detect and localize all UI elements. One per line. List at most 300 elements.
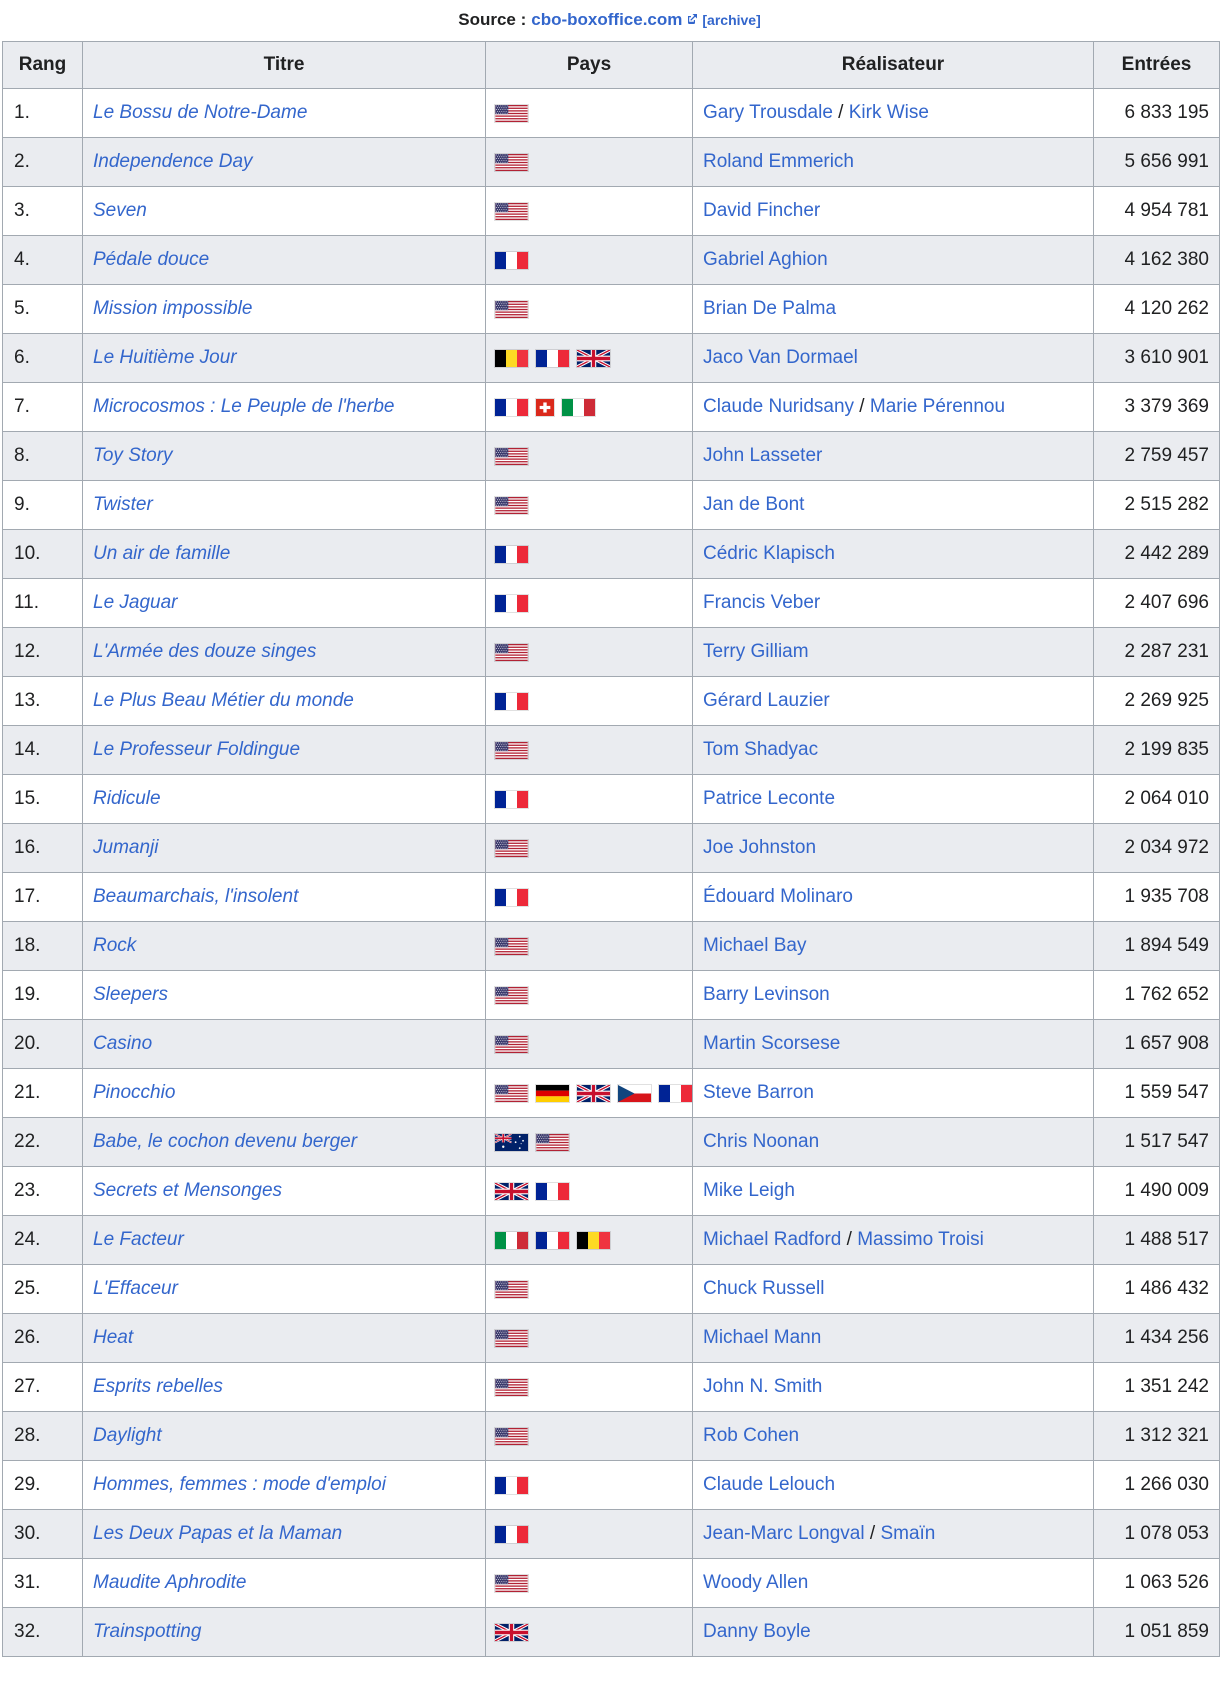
table-row <box>3 334 1220 383</box>
entries-cell: 1 490 009 <box>1094 1167 1220 1216</box>
director-link[interactable]: Terry Gilliam <box>703 641 809 662</box>
director-link[interactable]: Michael Mann <box>703 1327 822 1348</box>
table-row <box>3 383 1220 432</box>
header-pays: Pays <box>486 42 693 89</box>
title-link[interactable]: Maudite Aphrodite <box>93 1572 247 1593</box>
director-link[interactable]: Woody Allen <box>703 1572 809 1593</box>
title-cell <box>83 1118 486 1167</box>
title-link[interactable]: Heat <box>93 1327 134 1348</box>
director-cell <box>693 775 1094 824</box>
country-flags <box>495 791 692 808</box>
flag-gb-icon[interactable] <box>495 1624 528 1641</box>
title-cell <box>83 89 486 138</box>
title-cell <box>83 677 486 726</box>
title-link[interactable]: L'Armée des douze singes <box>93 641 317 662</box>
director-cell <box>693 432 1094 481</box>
country-cell <box>486 1167 693 1216</box>
table-row <box>3 1559 1220 1608</box>
entries-cell: 2 199 835 <box>1094 726 1220 775</box>
rank-cell: 16. <box>3 824 83 873</box>
director-link[interactable]: Joe Johnston <box>703 837 817 858</box>
country-cell <box>486 1118 693 1167</box>
flag-gb-icon[interactable] <box>577 350 610 367</box>
rank-cell: 1. <box>3 89 83 138</box>
flag-us-icon[interactable] <box>495 1036 528 1053</box>
director-link[interactable]: John N. Smith <box>703 1376 823 1397</box>
director-cell <box>693 579 1094 628</box>
country-flags <box>495 399 692 416</box>
director-link[interactable]: Michael Radford <box>703 1229 842 1250</box>
source-line <box>0 0 1219 41</box>
flag-us-icon[interactable] <box>495 105 528 122</box>
flag-gb-icon[interactable] <box>577 1085 610 1102</box>
flag-cz-icon[interactable] <box>618 1085 651 1102</box>
title-cell <box>83 1314 486 1363</box>
country-flags <box>495 1477 692 1494</box>
director-link[interactable]: Barry Levinson <box>703 984 830 1005</box>
flag-us-icon[interactable] <box>495 154 528 171</box>
director-cell <box>693 1118 1094 1167</box>
table-row <box>3 1069 1220 1118</box>
director-cell <box>693 138 1094 187</box>
country-flags <box>495 987 692 1004</box>
director-link[interactable]: Danny Boyle <box>703 1621 811 1642</box>
title-cell <box>83 530 486 579</box>
entries-cell: 4 162 380 <box>1094 236 1220 285</box>
director-cell <box>693 236 1094 285</box>
director-link[interactable]: Smaïn <box>880 1523 936 1544</box>
flag-fr-icon[interactable] <box>495 399 528 416</box>
flag-us-icon[interactable] <box>495 840 528 857</box>
title-link[interactable]: Sleepers <box>93 984 168 1005</box>
country-flags <box>495 1232 692 1249</box>
country-cell <box>486 726 693 775</box>
source-link[interactable]: cbo-boxoffice.com <box>531 10 683 29</box>
entries-cell: 2 269 925 <box>1094 677 1220 726</box>
title-link[interactable]: Rock <box>93 935 137 956</box>
director-cell <box>693 677 1094 726</box>
rank-cell: 24. <box>3 1216 83 1265</box>
country-flags <box>495 889 692 906</box>
table-row <box>3 481 1220 530</box>
header-titre: Titre <box>83 42 486 89</box>
entries-cell: 6 833 195 <box>1094 89 1220 138</box>
rank-cell: 22. <box>3 1118 83 1167</box>
director-link[interactable]: Gérard Lauzier <box>703 690 830 711</box>
rank-cell: 14. <box>3 726 83 775</box>
table-row <box>3 775 1220 824</box>
title-link[interactable]: Le Huitième Jour <box>93 347 237 368</box>
country-flags <box>495 1085 692 1102</box>
country-cell <box>486 1363 693 1412</box>
rank-cell: 30. <box>3 1510 83 1559</box>
title-cell <box>83 236 486 285</box>
table-row <box>3 1118 1220 1167</box>
director-link[interactable]: Jean-Marc Longval <box>703 1523 865 1544</box>
country-flags <box>495 448 692 465</box>
flag-gb-icon[interactable] <box>495 1183 528 1200</box>
table-row <box>3 1363 1220 1412</box>
rank-cell: 7. <box>3 383 83 432</box>
entries-cell: 2 442 289 <box>1094 530 1220 579</box>
rank-cell: 2. <box>3 138 83 187</box>
country-cell <box>486 1461 693 1510</box>
entries-cell: 1 517 547 <box>1094 1118 1220 1167</box>
title-link[interactable]: Microcosmos : Le Peuple de l'herbe <box>93 396 395 417</box>
director-cell <box>693 873 1094 922</box>
title-cell <box>83 1216 486 1265</box>
flag-fr-icon[interactable] <box>495 889 528 906</box>
director-link[interactable]: Brian De Palma <box>703 298 837 319</box>
director-cell <box>693 1069 1094 1118</box>
director-cell <box>693 187 1094 236</box>
title-link[interactable]: Le Plus Beau Métier du monde <box>93 690 354 711</box>
box-office-table <box>2 41 1220 1657</box>
title-link[interactable]: Esprits rebelles <box>93 1376 223 1397</box>
flag-us-icon[interactable] <box>495 1428 528 1445</box>
rank-cell: 32. <box>3 1608 83 1657</box>
table-row <box>3 677 1220 726</box>
country-cell <box>486 187 693 236</box>
archive-link[interactable]: [archive] <box>702 12 761 28</box>
director-link[interactable]: Mike Leigh <box>703 1180 795 1201</box>
country-flags <box>495 1624 692 1641</box>
entries-cell: 1 935 708 <box>1094 873 1220 922</box>
director-cell <box>693 1020 1094 1069</box>
title-cell <box>83 383 486 432</box>
country-cell <box>486 922 693 971</box>
director-cell <box>693 1608 1094 1657</box>
title-link[interactable]: Hommes, femmes : mode d'emploi <box>93 1474 386 1495</box>
table-row <box>3 1314 1220 1363</box>
country-flags <box>495 742 692 759</box>
table-row <box>3 530 1220 579</box>
title-link[interactable]: Beaumarchais, l'insolent <box>93 886 299 907</box>
director-cell <box>693 1412 1094 1461</box>
entries-cell: 2 515 282 <box>1094 481 1220 530</box>
director-link[interactable]: Jan de Bont <box>703 494 805 515</box>
director-link[interactable]: Kirk Wise <box>848 102 929 123</box>
rank-cell: 26. <box>3 1314 83 1363</box>
table-row <box>3 187 1220 236</box>
country-flags <box>495 1183 692 1200</box>
entries-cell: 2 064 010 <box>1094 775 1220 824</box>
director-link[interactable]: Claude Nuridsany <box>703 396 855 417</box>
rank-cell: 11. <box>3 579 83 628</box>
title-link[interactable]: Casino <box>93 1033 153 1054</box>
table-row <box>3 922 1220 971</box>
title-cell <box>83 285 486 334</box>
title-cell <box>83 775 486 824</box>
entries-cell: 1 657 908 <box>1094 1020 1220 1069</box>
table-row <box>3 236 1220 285</box>
flag-fr-icon[interactable] <box>495 546 528 563</box>
country-flags <box>495 1281 692 1298</box>
flag-us-icon[interactable] <box>495 644 528 661</box>
flag-us-icon[interactable] <box>495 1085 528 1102</box>
director-link[interactable]: Claude Lelouch <box>703 1474 836 1495</box>
header-row <box>3 42 1220 89</box>
director-link[interactable]: Chris Noonan <box>703 1131 820 1152</box>
rank-cell: 21. <box>3 1069 83 1118</box>
country-cell <box>486 481 693 530</box>
flag-fr-icon[interactable] <box>659 1085 692 1102</box>
director-link[interactable]: Francis Veber <box>703 592 821 613</box>
header-realisateur: Réalisateur <box>693 42 1094 89</box>
entries-cell: 1 762 652 <box>1094 971 1220 1020</box>
rank-cell: 9. <box>3 481 83 530</box>
title-cell <box>83 824 486 873</box>
flag-ch-icon[interactable] <box>536 399 554 416</box>
country-flags <box>495 1134 692 1151</box>
director-link[interactable]: Tom Shadyac <box>703 739 819 760</box>
country-flags <box>495 546 692 563</box>
country-flags <box>495 840 692 857</box>
country-flags <box>495 1428 692 1445</box>
title-link[interactable]: Babe, le cochon devenu berger <box>93 1131 358 1152</box>
flag-us-icon[interactable] <box>495 1330 528 1347</box>
rank-cell: 29. <box>3 1461 83 1510</box>
country-cell <box>486 334 693 383</box>
title-cell <box>83 579 486 628</box>
title-cell <box>83 432 486 481</box>
flag-us-icon[interactable] <box>495 301 528 318</box>
country-cell <box>486 432 693 481</box>
title-link[interactable]: Toy Story <box>93 445 173 466</box>
country-cell <box>486 873 693 922</box>
flag-us-icon[interactable] <box>495 987 528 1004</box>
director-link[interactable]: Chuck Russell <box>703 1278 825 1299</box>
director-cell <box>693 1461 1094 1510</box>
rank-cell: 23. <box>3 1167 83 1216</box>
title-link[interactable]: Un air de famille <box>93 543 231 564</box>
flag-fr-icon[interactable] <box>536 350 569 367</box>
flag-fr-icon[interactable] <box>495 252 528 269</box>
flag-fr-icon[interactable] <box>536 1183 569 1200</box>
flag-us-icon[interactable] <box>495 1379 528 1396</box>
title-cell <box>83 922 486 971</box>
flag-fr-icon[interactable] <box>495 1477 528 1494</box>
country-cell <box>486 971 693 1020</box>
director-cell <box>693 1363 1094 1412</box>
entries-cell: 2 759 457 <box>1094 432 1220 481</box>
flag-be-icon[interactable] <box>495 350 528 367</box>
director-link[interactable]: Steve Barron <box>703 1082 814 1103</box>
entries-cell: 1 559 547 <box>1094 1069 1220 1118</box>
entries-cell: 2 034 972 <box>1094 824 1220 873</box>
director-cell: Michael Radford / Massimo Troisi <box>693 1216 1094 1265</box>
flag-fr-icon[interactable] <box>495 595 528 612</box>
header-entrees: Entrées <box>1094 42 1220 89</box>
rank-cell: 3. <box>3 187 83 236</box>
country-cell <box>486 1412 693 1461</box>
flag-us-icon[interactable] <box>495 203 528 220</box>
director-link[interactable]: Marie Pérennou <box>869 396 1006 417</box>
title-link[interactable]: Ridicule <box>93 788 161 809</box>
header-rang: Rang <box>3 42 83 89</box>
flag-us-icon[interactable] <box>495 1281 528 1298</box>
table-row <box>3 89 1220 138</box>
title-cell <box>83 187 486 236</box>
flag-us-icon[interactable] <box>536 1134 569 1151</box>
title-link[interactable]: Jumanji <box>93 837 159 858</box>
flag-fr-icon[interactable] <box>495 791 528 808</box>
title-link[interactable]: Le Facteur <box>93 1229 184 1250</box>
flag-us-icon[interactable] <box>495 938 528 955</box>
country-flags <box>495 105 692 122</box>
director-link[interactable]: John Lasseter <box>703 445 823 466</box>
rank-cell: 5. <box>3 285 83 334</box>
director-cell <box>693 628 1094 677</box>
flag-us-icon[interactable] <box>495 497 528 514</box>
country-flags <box>495 1526 692 1543</box>
flag-us-icon[interactable] <box>495 1575 528 1592</box>
title-link[interactable]: Secrets et Mensonges <box>93 1180 283 1201</box>
director-cell <box>693 1314 1094 1363</box>
director-cell <box>693 726 1094 775</box>
title-cell <box>83 628 486 677</box>
rank-cell: 28. <box>3 1412 83 1461</box>
table-row <box>3 1412 1220 1461</box>
rank-cell: 31. <box>3 1559 83 1608</box>
title-link[interactable]: Le Professeur Foldingue <box>93 739 301 760</box>
table-row <box>3 1216 1220 1265</box>
rank-cell: 4. <box>3 236 83 285</box>
flag-us-icon[interactable] <box>495 742 528 759</box>
director-cell <box>693 1559 1094 1608</box>
flag-fr-icon[interactable] <box>495 693 528 710</box>
rank-cell: 15. <box>3 775 83 824</box>
rank-cell: 8. <box>3 432 83 481</box>
country-flags <box>495 644 692 661</box>
country-cell <box>486 1608 693 1657</box>
flag-au-icon[interactable] <box>495 1134 528 1151</box>
country-flags <box>495 595 692 612</box>
title-cell <box>83 1363 486 1412</box>
country-cell <box>486 1510 693 1559</box>
table-row <box>3 1265 1220 1314</box>
title-link[interactable]: Trainspotting <box>93 1621 202 1642</box>
director-link[interactable]: Jaco Van Dormael <box>703 347 858 368</box>
flag-be-icon[interactable] <box>577 1232 610 1249</box>
country-flags <box>495 1036 692 1053</box>
table-row <box>3 824 1220 873</box>
country-cell <box>486 383 693 432</box>
director-cell: Jean-Marc Longval / Smaïn <box>693 1510 1094 1559</box>
director-cell <box>693 530 1094 579</box>
director-cell <box>693 481 1094 530</box>
title-link[interactable]: Pinocchio <box>93 1082 176 1103</box>
country-flags <box>495 203 692 220</box>
entries-cell: 1 486 432 <box>1094 1265 1220 1314</box>
title-link[interactable]: Pédale douce <box>93 249 210 270</box>
director-link[interactable]: Gary Trousdale <box>703 102 833 123</box>
country-flags <box>495 1575 692 1592</box>
country-cell <box>486 579 693 628</box>
entries-cell: 1 351 242 <box>1094 1363 1220 1412</box>
director-cell <box>693 334 1094 383</box>
country-cell <box>486 824 693 873</box>
country-cell <box>486 628 693 677</box>
director-link[interactable]: Rob Cohen <box>703 1425 800 1446</box>
table-row <box>3 873 1220 922</box>
flag-it-icon[interactable] <box>495 1232 528 1249</box>
title-cell <box>83 1608 486 1657</box>
director-link[interactable]: David Fincher <box>703 200 821 221</box>
flag-it-icon[interactable] <box>562 399 595 416</box>
flag-fr-icon[interactable] <box>536 1232 569 1249</box>
director-cell <box>693 1167 1094 1216</box>
title-cell <box>83 334 486 383</box>
rank-cell: 17. <box>3 873 83 922</box>
flag-fr-icon[interactable] <box>495 1526 528 1543</box>
table-row <box>3 285 1220 334</box>
flag-us-icon[interactable] <box>495 448 528 465</box>
director-cell <box>693 1265 1094 1314</box>
table-row <box>3 1510 1220 1559</box>
entries-cell: 1 434 256 <box>1094 1314 1220 1363</box>
title-cell <box>83 481 486 530</box>
title-link[interactable]: Le Bossu de Notre-Dame <box>93 102 308 123</box>
entries-cell: 4 954 781 <box>1094 187 1220 236</box>
country-cell <box>486 1265 693 1314</box>
rank-cell: 13. <box>3 677 83 726</box>
director-link[interactable]: Martin Scorsese <box>703 1033 841 1054</box>
title-link[interactable]: Les Deux Papas et la Maman <box>93 1523 343 1544</box>
title-link[interactable]: Twister <box>93 494 153 515</box>
title-link[interactable]: L'Effaceur <box>93 1278 178 1299</box>
entries-cell: 3 379 369 <box>1094 383 1220 432</box>
title-cell <box>83 1510 486 1559</box>
entries-cell: 2 287 231 <box>1094 628 1220 677</box>
director-link[interactable]: Patrice Leconte <box>703 788 836 809</box>
country-cell <box>486 236 693 285</box>
director-link[interactable]: Michael Bay <box>703 935 807 956</box>
country-cell <box>486 1020 693 1069</box>
title-cell <box>83 1412 486 1461</box>
director-link[interactable]: Cédric Klapisch <box>703 543 835 564</box>
table-row <box>3 138 1220 187</box>
title-link[interactable]: Independence Day <box>93 151 253 172</box>
director-link[interactable]: Édouard Molinaro <box>703 886 853 907</box>
director-cell: Claude Nuridsany / Marie Pérennou <box>693 383 1094 432</box>
director-link[interactable]: Massimo Troisi <box>857 1229 984 1250</box>
director-cell <box>693 285 1094 334</box>
title-link[interactable]: Le Jaguar <box>93 592 178 613</box>
director-link[interactable]: Roland Emmerich <box>703 151 854 172</box>
table-row <box>3 1020 1220 1069</box>
title-link[interactable]: Mission impossible <box>93 298 253 319</box>
country-flags <box>495 938 692 955</box>
country-flags <box>495 693 692 710</box>
entries-cell: 1 063 526 <box>1094 1559 1220 1608</box>
country-cell <box>486 1216 693 1265</box>
entries-cell: 1 266 030 <box>1094 1461 1220 1510</box>
title-link[interactable]: Seven <box>93 200 147 221</box>
rank-cell: 18. <box>3 922 83 971</box>
title-cell <box>83 138 486 187</box>
flag-de-icon[interactable] <box>536 1085 569 1102</box>
country-cell <box>486 285 693 334</box>
entries-cell: 1 312 321 <box>1094 1412 1220 1461</box>
entries-cell: 2 407 696 <box>1094 579 1220 628</box>
director-link[interactable]: Gabriel Aghion <box>703 249 828 270</box>
country-cell <box>486 138 693 187</box>
entries-cell: 1 488 517 <box>1094 1216 1220 1265</box>
table-row <box>3 971 1220 1020</box>
rank-cell: 6. <box>3 334 83 383</box>
title-link[interactable]: Daylight <box>93 1425 162 1446</box>
